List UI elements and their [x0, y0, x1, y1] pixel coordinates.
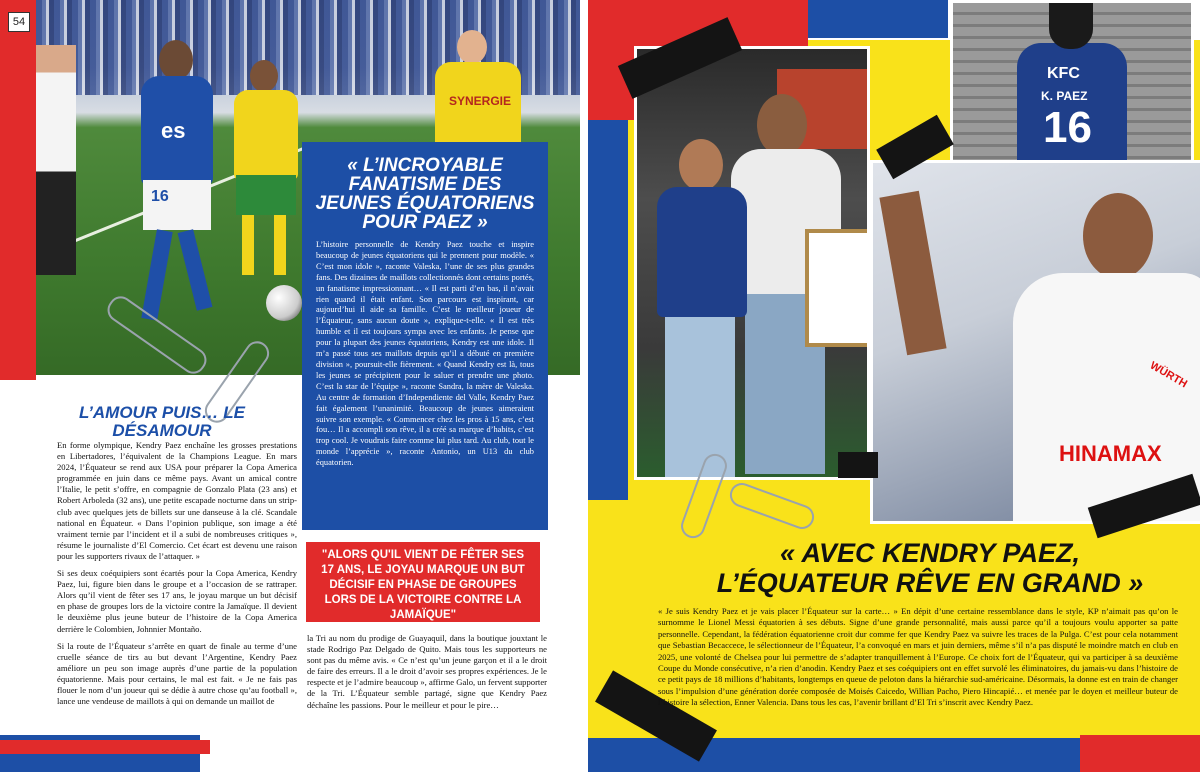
- jersey-sponsor: KFC: [1047, 65, 1080, 82]
- celebration-photo: [870, 160, 1200, 524]
- celebrating-player: [973, 193, 1200, 523]
- middle-article-column: la Tri au nom du prodige de Guayaquil, dans la boutique jouxtant le stade Rodrigo Paz Delgado de Quito. Mais tous les supporteurs ne sont pas du même avis. « Ce n’est qu’un jeune garçon et il a le droit de faire des erreurs. Il a le droit d’avoir ses propres expériences. Je le respecte et je l’admire beaucoup », affirme Galo, un fervent supporter de la Tri. L’Équateur semble partagé, signe que Kendry Paez déchaîne les passions. Pour le meilleur et pour le pire…: [307, 633, 547, 710]
- left-paragraph-3: Si la route de l’Équateur s’arrête en quart de finale au terme d’une cruelle séance de tirs au but devant l’Argentine, Kendry Paez améliore un peu son image auprès d’une partie de la population équatorienne. Mais pour certains, le mal est fait. « Je ne fais pas flouer le nom d’un joueur qui se dédie à autre chose qu’au football », lance une vendeuse de maillots à qui on demande un maillot de: [57, 640, 297, 707]
- tape-5: [838, 452, 878, 478]
- red-block-bottom: [1080, 735, 1200, 772]
- celebration-sponsor: HINAMAX: [1059, 441, 1162, 466]
- staff-figure: [36, 45, 76, 275]
- left-paragraph-1: En forme olympique, Kendry Paez enchaîne les grosses prestations en Libertadores, l’équivalent de la Champions League. En mars 2024, l’Équateur se rend aux USA pour préparer la Copa America programmée en juin dans ce même pays. Avant un amical contre l’Italie, le petit s’offre, en compagnie de Gonzalo Plata (23 ans) et Robert Arboleda (32 ans), une petite escapade nocturne dans un strip-club avec quelques jets de billets sur une danseuse à la clé. Scandale national en Équateur. « Dans l’opinion publique, son image a été vraiment ternie par l’incident et il a subi de nombreuses critiques », résume le journaliste d’El Comercio. Cet écart est devenu une raison pour les supporters rivaux de l’attaquer. »: [57, 440, 297, 561]
- fan-girl-figure: [651, 139, 751, 479]
- shirt-sponsor: es: [161, 118, 186, 143]
- fanatism-box: [302, 142, 548, 530]
- section-heading: L’AMOUR PUIS… LE DÉSAMOUR: [79, 403, 245, 440]
- red-border-left: [0, 0, 36, 380]
- sleeve-sponsor: WÜRTH: [1147, 359, 1190, 391]
- nantes-player-2: [421, 30, 531, 150]
- box-text: L’histoire personnelle de Kendry Paez touche et inspire beaucoup de jeunes équatoriens qui le prennent pour modèle. « C’est mon idole », raconte Valeska, l’une de ses plus grandes fans. Des dizaines de maillots collectionnés dont certains portés, un fanatisme impressionnant… « Il est parti d’en bas, il n’avait rien quand il était enfant. Son parcours est inspirant, car aujourd’hui il aide sa famille. C’est le meilleur joueur de l’Équateur, sans aucun doute », explique-t-elle. « Il est très humble et il est toujours sympa avec les enfants. Je pense que pour la plupart des jeunes équatoriens, Kendry est une idole. Il m’a passé tous ses maillots depuis qu’il a débuté en première division », poursuit-elle fièrement. « Quand Kendry est là, tous les jeunes se précipitent pour le saluer et prendre une photo. C’est la star de l’équipe », raconte Sandra, la mère de Valeska. Au centre de formation d’Independiente del Valle, Kendry Paez fait également l’unanimité. Beaucoup de jeunes aimeraient suivre son exemple. « Commencer chez les pros à 15 ans, c’est fou… Il a accompli son rêve, il a créé sa marque d’habits, c’est trop cool. Je voudrais faire comme lui plus tard. Au club, tout le monde l’apprécie », raconte Antonio, un U13 du club équatorien.: [316, 240, 534, 468]
- red-strip-left-bottom: [0, 740, 210, 754]
- blue-block-right: [588, 120, 628, 500]
- strasbourg-player: [121, 40, 231, 330]
- jersey-name: K. PAEZ: [1041, 89, 1088, 103]
- fan-photo: [634, 46, 870, 480]
- shorts-number: 16: [151, 188, 169, 205]
- page-number-left: 54: [8, 12, 30, 32]
- hair: [1049, 3, 1093, 49]
- jersey-photo: [950, 0, 1194, 181]
- raised-arm: [879, 191, 946, 356]
- left-article-column: [57, 440, 297, 713]
- box-quote: « L’INCROYABLE FANATISME DES JEUNES ÉQUATORIENS POUR PAEZ »: [315, 155, 535, 233]
- jersey-number: 16: [1043, 103, 1092, 152]
- nantes-sponsor: SYNERGIE: [449, 94, 512, 108]
- ball: [266, 285, 302, 321]
- left-paragraph-2: Si ses deux coéquipiers sont écartés pour la Copa America, Kendry Paez, lui, figure bien dans le groupe et a l’occasion de se rattraper. Alors qu’il vient de fêter ses 17 ans, le joyau marque un but décisif en phase de groupes lors de la victoire contre la Jamaïque. Il devient le deuxième plus jeune buteur de l’histoire de la Copa America derrière le Colombien, Johnnier Montaño.: [57, 568, 297, 634]
- right-article-text: « Je suis Kendry Paez et je vais placer l’Équateur sur la carte… » En dépit d’une certaine ressemblance dans le style, KP n’aimait pas qu’on le surnomme le Lionel Messi équatorien à ses débuts. Signe d’une grande personnalité, mais aussi parce qu’il a toujours voulu apporter sa patte personnelle. Cependant, la fédération équatorienne croit dur comme fer que Kendry Paez va suivre les traces de la Pulga. C’est pour cela notamment que Sebastian Becaccece, le sélectionneur de l’Équateur, l’a convoqué en mars et juin derniers, même s’il n’a pas disputé le moindre match en club en 2025, une volonté de Chelsea pour lui permettre de s’adapter tranquillement à l’Europe. Ce choix fort de l’Équateur, qui va participer à sa deuxième Coupe du Monde consécutive, n’a rien d’anodin. Kendry Paez et ses coéquipiers ont en effet survolé les éliminatoires, du jamais-vu dans l’histoire de ce petit pays de 18 millions d’habitants, longtemps en queue de peloton dans la hiérarchie sud-américaine. Désormais, la donne est en train de changer sous l’impulsion d’une génération dorée composée de Moisés Caicedo, Willian Pacho, Piero Hincapié… et menée par le doyen et meilleur buteur de l’histoire la sélection, Enner Valencia. Dans tous les cas, l’avenir brillant d’El Tri s’inscrit avec Kendry Paez.: [658, 606, 1178, 708]
- blue-block-top: [808, 0, 948, 38]
- framed-photos: [805, 229, 870, 347]
- nantes-player-1: [226, 60, 306, 280]
- pull-quote: "ALORS QU'IL VIENT DE FÊTER SES 17 ANS, LE JOYAU MARQUE UN BUT DÉCISIF EN PHASE DE GROUPES LORS DE LA VICTOIRE CONTRE LA JAMAÏQUE": [306, 542, 540, 622]
- main-quote: « AVEC KENDRY PAEZ, L’ÉQUATEUR RÊVE EN GRAND »: [716, 538, 1144, 598]
